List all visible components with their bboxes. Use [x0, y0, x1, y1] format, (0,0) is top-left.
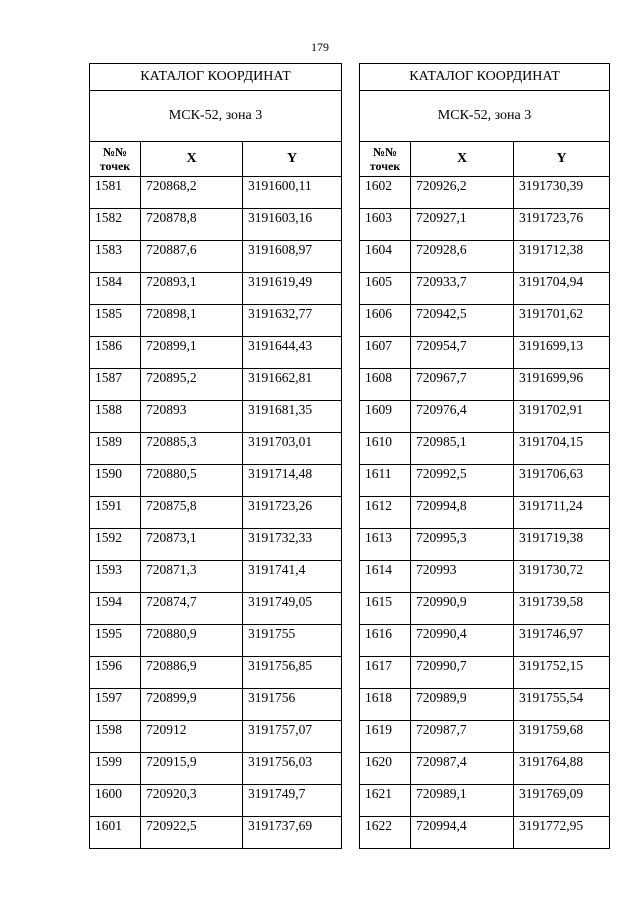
- cell-point-number: 1618: [360, 689, 411, 721]
- cell-x: 720976,4: [411, 401, 514, 433]
- cell-x: 720992,5: [411, 465, 514, 497]
- cell-point-number: 1596: [90, 657, 141, 689]
- table-row: [90, 369, 342, 401]
- cell-point-number: 1620: [360, 753, 411, 785]
- table-row: [90, 529, 342, 561]
- table-row: [360, 465, 610, 497]
- cell-y: 3191644,43: [243, 337, 342, 369]
- table-row: [90, 273, 342, 305]
- cell-y: 3191759,68: [514, 721, 610, 753]
- cell-y: 3191755,54: [514, 689, 610, 721]
- cell-point-number: 1590: [90, 465, 141, 497]
- cell-y: 3191703,01: [243, 433, 342, 465]
- cell-y: 3191619,49: [243, 273, 342, 305]
- cell-y: 3191755: [243, 625, 342, 657]
- cell-point-number: 1614: [360, 561, 411, 593]
- cell-point-number: 1585: [90, 305, 141, 337]
- cell-y: 3191711,24: [514, 497, 610, 529]
- cell-point-number: 1592: [90, 529, 141, 561]
- table-row: [90, 817, 342, 849]
- cell-y: 3191764,88: [514, 753, 610, 785]
- cell-point-number: 1582: [90, 209, 141, 241]
- cell-x: 720895,2: [141, 369, 243, 401]
- cell-x: 720878,8: [141, 209, 243, 241]
- cell-point-number: 1613: [360, 529, 411, 561]
- cell-x: 720880,5: [141, 465, 243, 497]
- cell-x: 720899,1: [141, 337, 243, 369]
- cell-y: 3191756: [243, 689, 342, 721]
- cell-x: 720993: [411, 561, 514, 593]
- table-row: [360, 753, 610, 785]
- table-row: [90, 785, 342, 817]
- table-row: [90, 593, 342, 625]
- table-row: [90, 337, 342, 369]
- cell-y: 3191632,77: [243, 305, 342, 337]
- cell-x: 720987,7: [411, 721, 514, 753]
- cell-x: 720898,1: [141, 305, 243, 337]
- catalog-title: КАТАЛОГ КООРДИНАТ: [360, 64, 610, 91]
- column-header-point-number: №№ точек: [90, 142, 141, 177]
- table-row: [360, 721, 610, 753]
- cell-x: 720893: [141, 401, 243, 433]
- cell-point-number: 1599: [90, 753, 141, 785]
- cell-x: 720933,7: [411, 273, 514, 305]
- cell-y: 3191749,7: [243, 785, 342, 817]
- cell-point-number: 1587: [90, 369, 141, 401]
- cell-x: 720994,8: [411, 497, 514, 529]
- cell-x: 720990,9: [411, 593, 514, 625]
- cell-point-number: 1586: [90, 337, 141, 369]
- cell-x: 720899,9: [141, 689, 243, 721]
- table-row: [90, 657, 342, 689]
- cell-y: 3191699,96: [514, 369, 610, 401]
- table-row: [360, 369, 610, 401]
- cell-point-number: 1616: [360, 625, 411, 657]
- cell-y: 3191681,35: [243, 401, 342, 433]
- cell-x: 720995,3: [411, 529, 514, 561]
- cell-x: 720875,8: [141, 497, 243, 529]
- cell-y: 3191739,58: [514, 593, 610, 625]
- cell-y: 3191701,62: [514, 305, 610, 337]
- cell-point-number: 1610: [360, 433, 411, 465]
- cell-y: 3191714,48: [243, 465, 342, 497]
- table-body: [90, 177, 342, 849]
- table-row: [360, 817, 610, 849]
- column-header-x: X: [411, 142, 514, 177]
- cell-point-number: 1607: [360, 337, 411, 369]
- cell-x: 720868,2: [141, 177, 243, 209]
- cell-y: 3191603,16: [243, 209, 342, 241]
- table-row: [360, 209, 610, 241]
- cell-y: 3191706,63: [514, 465, 610, 497]
- cell-point-number: 1593: [90, 561, 141, 593]
- cell-point-number: 1589: [90, 433, 141, 465]
- cell-x: 720922,5: [141, 817, 243, 849]
- column-header-y: Y: [514, 142, 610, 177]
- cell-x: 720987,4: [411, 753, 514, 785]
- table-row: [360, 305, 610, 337]
- table-body: [360, 177, 610, 849]
- cell-point-number: 1621: [360, 785, 411, 817]
- cell-x: 720967,7: [411, 369, 514, 401]
- cell-x: 720985,1: [411, 433, 514, 465]
- cell-point-number: 1605: [360, 273, 411, 305]
- cell-y: 3191730,39: [514, 177, 610, 209]
- cell-y: 3191756,85: [243, 657, 342, 689]
- coordinate-system-subtitle: МСК-52, зона 3: [360, 91, 610, 142]
- cell-y: 3191741,4: [243, 561, 342, 593]
- cell-y: 3191749,05: [243, 593, 342, 625]
- cell-x: 720874,7: [141, 593, 243, 625]
- cell-point-number: 1611: [360, 465, 411, 497]
- cell-y: 3191723,76: [514, 209, 610, 241]
- cell-point-number: 1583: [90, 241, 141, 273]
- cell-point-number: 1603: [360, 209, 411, 241]
- table-row: [90, 689, 342, 721]
- coordinate-system-subtitle: МСК-52, зона 3: [90, 91, 342, 142]
- cell-y: 3191723,26: [243, 497, 342, 529]
- cell-y: 3191737,69: [243, 817, 342, 849]
- cell-y: 3191757,07: [243, 721, 342, 753]
- cell-x: 720873,1: [141, 529, 243, 561]
- cell-x: 720990,4: [411, 625, 514, 657]
- table-row: [360, 177, 610, 209]
- cell-y: 3191752,15: [514, 657, 610, 689]
- table-row: [360, 561, 610, 593]
- table-row: [360, 657, 610, 689]
- cell-point-number: 1588: [90, 401, 141, 433]
- cell-point-number: 1604: [360, 241, 411, 273]
- column-header-x: X: [141, 142, 243, 177]
- cell-point-number: 1594: [90, 593, 141, 625]
- table-row: [90, 305, 342, 337]
- cell-point-number: 1612: [360, 497, 411, 529]
- cell-point-number: 1619: [360, 721, 411, 753]
- cell-point-number: 1584: [90, 273, 141, 305]
- coordinate-catalog-table-right: [359, 63, 610, 849]
- cell-point-number: 1602: [360, 177, 411, 209]
- cell-x: 720887,6: [141, 241, 243, 273]
- table-row: [90, 209, 342, 241]
- cell-point-number: 1615: [360, 593, 411, 625]
- cell-point-number: 1601: [90, 817, 141, 849]
- table-row: [90, 625, 342, 657]
- cell-point-number: 1597: [90, 689, 141, 721]
- cell-x: 720990,7: [411, 657, 514, 689]
- cell-y: 3191719,38: [514, 529, 610, 561]
- cell-y: 3191712,38: [514, 241, 610, 273]
- cell-point-number: 1622: [360, 817, 411, 849]
- cell-point-number: 1609: [360, 401, 411, 433]
- cell-x: 720920,3: [141, 785, 243, 817]
- cell-point-number: 1600: [90, 785, 141, 817]
- table-row: [360, 273, 610, 305]
- cell-x: 720893,1: [141, 273, 243, 305]
- table-row: [360, 785, 610, 817]
- table-row: [360, 529, 610, 561]
- cell-y: 3191730,72: [514, 561, 610, 593]
- cell-x: 720880,9: [141, 625, 243, 657]
- table-row: [360, 497, 610, 529]
- cell-y: 3191746,97: [514, 625, 610, 657]
- cell-x: 720912: [141, 721, 243, 753]
- cell-x: 720994,4: [411, 817, 514, 849]
- table-row: [360, 689, 610, 721]
- table-row: [90, 497, 342, 529]
- column-header-point-number: №№ точек: [360, 142, 411, 177]
- catalog-title: КАТАЛОГ КООРДИНАТ: [90, 64, 342, 91]
- coordinate-catalog-table-left: [89, 63, 342, 849]
- table-row: [90, 753, 342, 785]
- table-row: [360, 401, 610, 433]
- table-row: [90, 465, 342, 497]
- cell-x: 720989,1: [411, 785, 514, 817]
- cell-x: 720928,6: [411, 241, 514, 273]
- cell-point-number: 1598: [90, 721, 141, 753]
- cell-x: 720886,9: [141, 657, 243, 689]
- cell-y: 3191732,33: [243, 529, 342, 561]
- cell-y: 3191600,11: [243, 177, 342, 209]
- cell-y: 3191769,09: [514, 785, 610, 817]
- cell-y: 3191704,15: [514, 433, 610, 465]
- table-row: [360, 593, 610, 625]
- cell-point-number: 1608: [360, 369, 411, 401]
- table-row: [360, 625, 610, 657]
- cell-y: 3191608,97: [243, 241, 342, 273]
- cell-x: 720915,9: [141, 753, 243, 785]
- cell-y: 3191702,91: [514, 401, 610, 433]
- cell-point-number: 1591: [90, 497, 141, 529]
- cell-x: 720989,9: [411, 689, 514, 721]
- cell-x: 720954,7: [411, 337, 514, 369]
- cell-x: 720885,3: [141, 433, 243, 465]
- cell-point-number: 1595: [90, 625, 141, 657]
- table-row: [360, 433, 610, 465]
- table-row: [90, 561, 342, 593]
- page-number: 179: [311, 40, 329, 54]
- cell-x: 720871,3: [141, 561, 243, 593]
- cell-y: 3191699,13: [514, 337, 610, 369]
- cell-x: 720927,1: [411, 209, 514, 241]
- table-row: [360, 241, 610, 273]
- cell-point-number: 1606: [360, 305, 411, 337]
- cell-y: 3191704,94: [514, 273, 610, 305]
- table-row: [90, 177, 342, 209]
- cell-point-number: 1581: [90, 177, 141, 209]
- table-row: [360, 337, 610, 369]
- cell-y: 3191756,03: [243, 753, 342, 785]
- table-row: [90, 433, 342, 465]
- cell-x: 720926,2: [411, 177, 514, 209]
- column-header-y: Y: [243, 142, 342, 177]
- cell-y: 3191662,81: [243, 369, 342, 401]
- table-row: [90, 401, 342, 433]
- table-row: [90, 721, 342, 753]
- cell-x: 720942,5: [411, 305, 514, 337]
- cell-y: 3191772,95: [514, 817, 610, 849]
- cell-point-number: 1617: [360, 657, 411, 689]
- table-row: [90, 241, 342, 273]
